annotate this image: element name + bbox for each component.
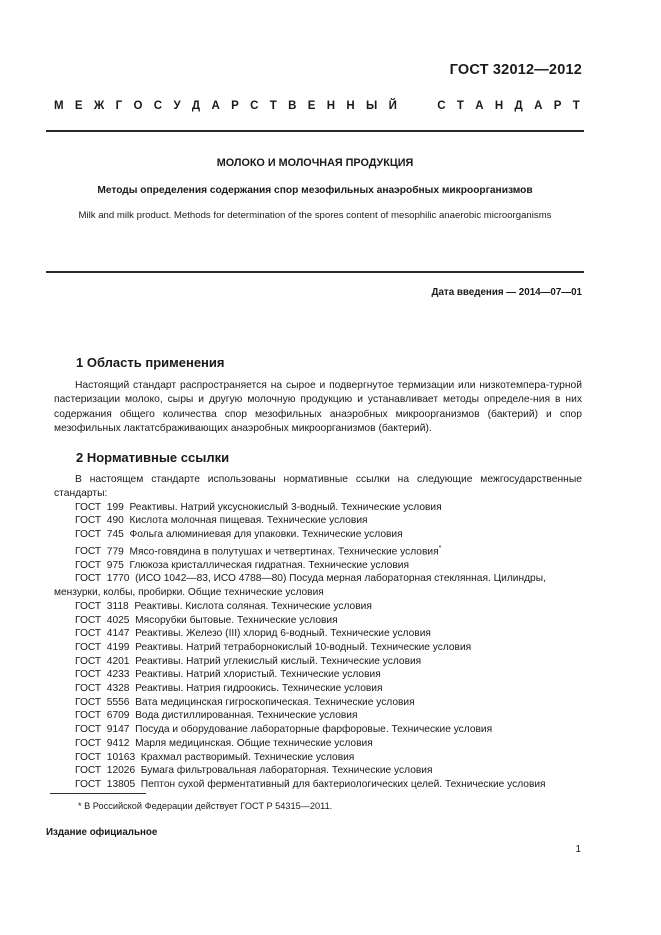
top-divider (46, 130, 584, 132)
reference-prefix: ГОСТ (75, 528, 102, 540)
banner-letter: Р (553, 100, 562, 112)
reference-item (54, 600, 582, 614)
reference-item (54, 737, 582, 751)
banner-letter: Н (326, 100, 336, 112)
reference-prefix: ГОСТ (75, 515, 102, 527)
reference-number: 9147 (106, 724, 130, 736)
reference-number: 779 (106, 546, 124, 557)
banner-letter: Ж (93, 100, 105, 112)
reference-title: Крахмал растворимый. Технические условия (140, 751, 355, 763)
banner-letter: Н (494, 100, 504, 112)
section-2-heading: 2 Нормативные ссылки (76, 450, 230, 465)
reference-number: 4233 (106, 669, 130, 681)
reference-prefix: ГОСТ (75, 655, 102, 667)
footnote-divider (50, 793, 146, 794)
banner-letter: Е (74, 100, 83, 112)
banner-letter: О (133, 100, 143, 112)
reference-item (54, 501, 582, 515)
introduction-date: Дата введения — 2014—07—01 (431, 287, 582, 298)
reference-prefix: ГОСТ (75, 641, 102, 653)
reference-continuation: мензурки, колбы, пробирки. Общие технические условия (54, 587, 324, 599)
reference-item (54, 668, 582, 682)
banner-letter: Т (456, 100, 464, 112)
reference-title: Реактивы. Натрия гидроокись. Технические условия (135, 683, 383, 695)
standard-code: ГОСТ 32012—2012 (449, 62, 582, 78)
reference-prefix: ГОСТ (75, 669, 102, 681)
footnote-mark: * (438, 544, 442, 552)
reference-number: 10163 (106, 751, 136, 763)
reference-prefix: ГОСТ (75, 778, 102, 790)
reference-item (54, 778, 582, 792)
reference-number: 4147 (106, 628, 130, 640)
reference-title: Пептон сухой ферментативный для бактериологических целей. Технические условия (140, 778, 546, 790)
reference-number: 975 (106, 559, 124, 571)
reference-item (54, 709, 582, 723)
banner-letter: Н (346, 100, 355, 112)
reference-title: Реактивы. Кислота соляная. Технические условия (134, 600, 372, 612)
section-2-intro-text: В настоящем стандарте использованы нормативные ссылки на следующие межгосударственные стандарты: (54, 474, 582, 500)
reference-prefix: ГОСТ (75, 751, 102, 763)
document-title: МОЛОКО И МОЛОЧНАЯ ПРОДУКЦИЯ (216, 157, 414, 169)
reference-item (54, 655, 582, 669)
reference-item (54, 627, 582, 641)
page-number: 1 (575, 844, 581, 855)
banner-letter: А (534, 100, 543, 112)
reference-prefix: ГОСТ (75, 696, 102, 708)
reference-number: 4025 (106, 614, 130, 626)
banner-letter: Т (269, 100, 277, 112)
banner-letter: Е (307, 100, 316, 112)
reference-prefix: ГОСТ (75, 683, 102, 695)
reference-title: Мясо-говядина в полутушах и четвертинах. Технические условия (129, 546, 439, 557)
banner-letter: С (250, 100, 259, 112)
reference-title: Вата медицинская гигроскопическая. Технические условия (135, 696, 415, 708)
banner-letter: М (54, 100, 64, 112)
reference-item (54, 572, 582, 586)
document-subtitle: Методы определения содержания спор мезофильных анаэробных микроорганизмов (97, 185, 533, 196)
banner-letter: Т (572, 100, 580, 112)
banner-letter: У (173, 100, 181, 112)
section-1-body: Настоящий стандарт распространяется на сырое и подвергнутое термизации или низкотемпера-турной пастеризации молоко, сыры и другую молочную продукцию и устанавливает методы определе-ния в них содержания общего количества спор мезофильных анаэробных микроорганизмов (бактерий) и спор мезофильных лактатсбраживающих анаэробных микроорганизмов (бактерий). (54, 380, 582, 435)
reference-item (54, 528, 582, 542)
reference-title: Бумага фильтровальная лабораторная. Технические условия (140, 765, 433, 777)
banner-letter: С (437, 100, 446, 112)
reference-item (54, 764, 582, 778)
reference-number: 4328 (106, 683, 130, 695)
banner-letter: Й (388, 100, 397, 112)
normative-references-list (54, 501, 582, 792)
reference-prefix: ГОСТ (75, 546, 102, 557)
banner-letter: А (211, 100, 220, 112)
bottom-divider (46, 271, 584, 273)
reference-prefix: ГОСТ (75, 628, 102, 640)
section-1-heading: 1 Область применения (76, 355, 225, 370)
reference-number: 13805 (106, 778, 136, 790)
reference-prefix: ГОСТ (75, 765, 102, 777)
banner-letter: А (475, 100, 484, 112)
reference-item (54, 696, 582, 710)
reference-number: 199 (106, 501, 124, 513)
reference-title: Реактивы. Натрий тетраборнокислый 10-водный. Технические условия (135, 641, 472, 653)
reference-item (54, 542, 582, 559)
edition-label: Издание официальное (46, 827, 158, 838)
reference-prefix: ГОСТ (75, 573, 102, 585)
section-1-text (54, 379, 582, 437)
reference-title: Марля медицинская. Общие технические условия (135, 737, 373, 749)
reference-prefix: ГОСТ (75, 559, 102, 571)
reference-title: Глюкоза кристаллическая гидратная. Технические условия (129, 559, 409, 571)
banner-letter: Д (191, 100, 201, 112)
banner-letter: Ы (366, 100, 378, 112)
interstate-standard-banner (54, 100, 580, 112)
reference-title: Посуда и оборудование лабораторные фарфоровые. Технические условия (135, 724, 493, 736)
banner-letter: Д (514, 100, 523, 112)
reference-prefix: ГОСТ (75, 724, 102, 736)
reference-title: Фольга алюминиевая для упаковки. Технические условия (129, 528, 403, 540)
banner-letter: Р (231, 100, 239, 112)
footnote: * В Российской Федерации действует ГОСТ Р 54315—2011. (78, 801, 333, 811)
reference-number: 9412 (106, 737, 130, 749)
reference-item (54, 723, 582, 737)
reference-number: 12026 (106, 765, 136, 777)
reference-title: Мясорубки бытовые. Технические условия (135, 614, 338, 626)
reference-prefix: ГОСТ (75, 600, 102, 612)
reference-title: (ИСО 1042—83, ИСО 4788—80) Посуда мерная лабораторная стеклянная. Цилиндры, (135, 573, 546, 585)
reference-number: 4199 (106, 641, 130, 653)
section-2-intro (54, 473, 582, 502)
reference-title: Вода дистиллированная. Технические условия (135, 710, 358, 722)
reference-item (54, 751, 582, 765)
reference-prefix: ГОСТ (75, 501, 102, 513)
reference-title: Реактивы. Железо (III) хлорид 6-водный. Технические условия (135, 628, 431, 640)
reference-title: Реактивы. Натрий углекислый кислый. Технические условия (135, 655, 422, 667)
reference-prefix: ГОСТ (75, 614, 102, 626)
reference-number: 6709 (106, 710, 130, 722)
reference-item (54, 682, 582, 696)
reference-title: Реактивы. Натрий уксуснокислый 3-водный. Технические условия (129, 501, 442, 513)
english-title: Milk and milk product. Methods for determination of the spores content of mesophilic anaerobic microorganisms (78, 210, 552, 221)
reference-number: 745 (106, 528, 124, 540)
reference-prefix: ГОСТ (75, 710, 102, 722)
reference-number: 5556 (106, 696, 130, 708)
banner-letter: Г (115, 100, 123, 112)
banner-letter (423, 100, 426, 112)
reference-number: 3118 (106, 600, 129, 612)
banner-letter: В (288, 100, 297, 112)
reference-item (54, 559, 582, 573)
reference-item (54, 641, 582, 655)
reference-item (54, 614, 582, 628)
reference-title: Реактивы. Натрий хлористый. Технические условия (135, 669, 381, 681)
reference-number: 4201 (106, 655, 130, 667)
reference-title: Кислота молочная пищевая. Технические условия (129, 515, 368, 527)
reference-item (54, 514, 582, 528)
reference-number: 490 (106, 515, 124, 527)
reference-number: 1770 (106, 573, 130, 585)
banner-letter (408, 100, 411, 112)
reference-prefix: ГОСТ (75, 737, 102, 749)
banner-letter: С (153, 100, 163, 112)
